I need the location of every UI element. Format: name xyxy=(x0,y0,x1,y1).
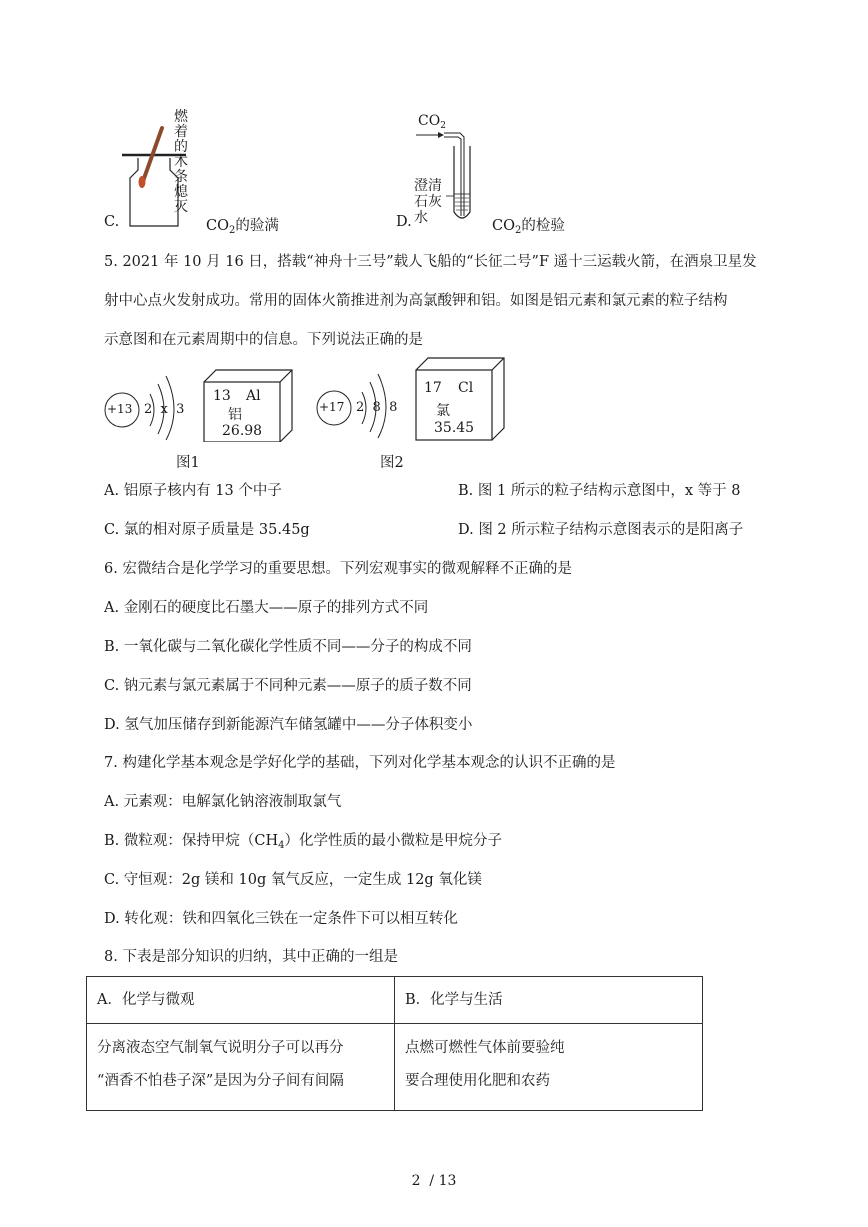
atom-structure-cl xyxy=(316,356,508,442)
table-cell-a xyxy=(87,1024,395,1111)
page-number: 2 / 13 xyxy=(411,1173,457,1189)
q7-stem: 7. 构建化学基本观念是学好化学的基础，下列对化学基本观念的认识不正确的是 xyxy=(104,755,616,771)
q8-stem: 8. 下表是部分知识的归纳，其中正确的一组是 xyxy=(104,949,398,965)
q5-stem-line1: 5. 2021 年 10 月 16 日，搭载“神舟十三号”载人飞船的“长征二号”F 遥十三运载火箭，在酒泉卫星发 xyxy=(104,254,757,270)
shells-cl: 2 8 8 xyxy=(356,400,398,415)
stick-annotation: 燃 着 的 木 条 熄 灭 xyxy=(174,109,188,215)
shells-al: 2 x 3 xyxy=(144,402,185,417)
q5-stem-line2: 射中心点火发射成功。常用的固体火箭推进剂为高氯酸钾和铝。如图是铝元素和氯元素的粒子结构 xyxy=(104,293,728,309)
knowledge-table xyxy=(86,976,703,1111)
table-header-row xyxy=(87,977,703,1024)
q6-option-d: D. 氢气加压储存到新能源汽车储氢罐中——分子体积变小 xyxy=(104,717,473,733)
figure-1-caption: 图1 xyxy=(176,455,200,471)
atom-structure-al xyxy=(104,368,304,442)
q7-option-d: D. 转化观：铁和四氧化三铁在一定条件下可以相互转化 xyxy=(104,911,458,927)
figure-co2-test xyxy=(412,108,492,230)
symbol-cl: Cl xyxy=(458,380,474,396)
q6-stem: 6. 宏微结合是化学学习的重要思想。下列宏观事实的微观解释不正确的是 xyxy=(104,561,572,577)
nucleus-cl: +17 xyxy=(319,400,345,414)
q6-option-b: B. 一氧化碳与二氧化碳化学性质不同——分子的构成不同 xyxy=(104,639,472,655)
q6-option-c: C. 钠元素与氯元素属于不同种元素——原子的质子数不同 xyxy=(104,678,472,694)
atomic-mass-al: 26.98 xyxy=(222,423,263,439)
symbol-al: Al xyxy=(246,388,261,404)
atomic-mass-cl: 35.45 xyxy=(434,420,475,436)
co2-gas-label: $CO_2$ xyxy=(418,113,446,131)
table-cell-b xyxy=(395,1024,703,1111)
q7-option-a: A. 元素观：电解氯化钠溶液制取氯气 xyxy=(104,794,342,810)
table-header-b: B．化学与生活 xyxy=(395,977,703,1024)
figure-1-aluminum xyxy=(104,368,304,442)
q5-option-b: B. 图 1 所示的粒子结构示意图中，x 等于 8 xyxy=(458,483,741,499)
atomic-number-cl: 17 xyxy=(424,380,442,396)
element-name-cl: 氯 xyxy=(436,403,450,419)
option-d-label: D. xyxy=(396,214,412,230)
q6-option-a: A. 金刚石的硬度比石墨大——原子的排列方式不同 xyxy=(104,600,429,616)
option-d-caption: $CO_2$的检验 xyxy=(492,218,565,236)
table-cell-a-line1: 分离液态空气制氧气说明分子可以再分 xyxy=(97,1040,344,1056)
element-name-al: 铝 xyxy=(228,407,242,423)
table-cell-a-line2: “酒香不怕巷子深”是因为分子间有间隔 xyxy=(97,1073,344,1089)
limewater-annotation: 澄清 石灰 水 xyxy=(414,178,442,226)
figure-2-caption: 图2 xyxy=(380,455,404,471)
table-row xyxy=(87,1024,703,1111)
q7-option-b: B. 微粒观：保持甲烷$(CH_4)$化学性质的最小微粒是甲烷分子 xyxy=(104,833,502,851)
nucleus-al: +13 xyxy=(107,402,133,416)
atomic-number-al: 13 xyxy=(213,388,231,404)
table-cell-b-line2: 要合理使用化肥和农药 xyxy=(405,1073,550,1089)
q7-option-c: C. 守恒观：2g 镁和 10g 氧气反应，一定生成 12g 氧化镁 xyxy=(104,872,482,888)
q5-option-d: D. 图 2 所示粒子结构示意图表示的是阳离子 xyxy=(458,522,744,538)
option-c-label: C. xyxy=(104,214,120,230)
q5-option-c: C. 氯的相对原子质量是 35.45g xyxy=(104,522,310,538)
q5-option-a: A. 铝原子核内有 13 个中子 xyxy=(104,483,282,499)
q5-stem-line3: 示意图和在元素周期中的信息。下列说法正确的是 xyxy=(104,332,423,348)
table-cell-b-line1: 点燃可燃性气体前要验纯 xyxy=(405,1040,565,1056)
option-c-caption: $CO_2$的验满 xyxy=(206,218,279,236)
figure-2-chlorine xyxy=(316,356,508,442)
table-header-a: A．化学与微观 xyxy=(87,977,395,1024)
